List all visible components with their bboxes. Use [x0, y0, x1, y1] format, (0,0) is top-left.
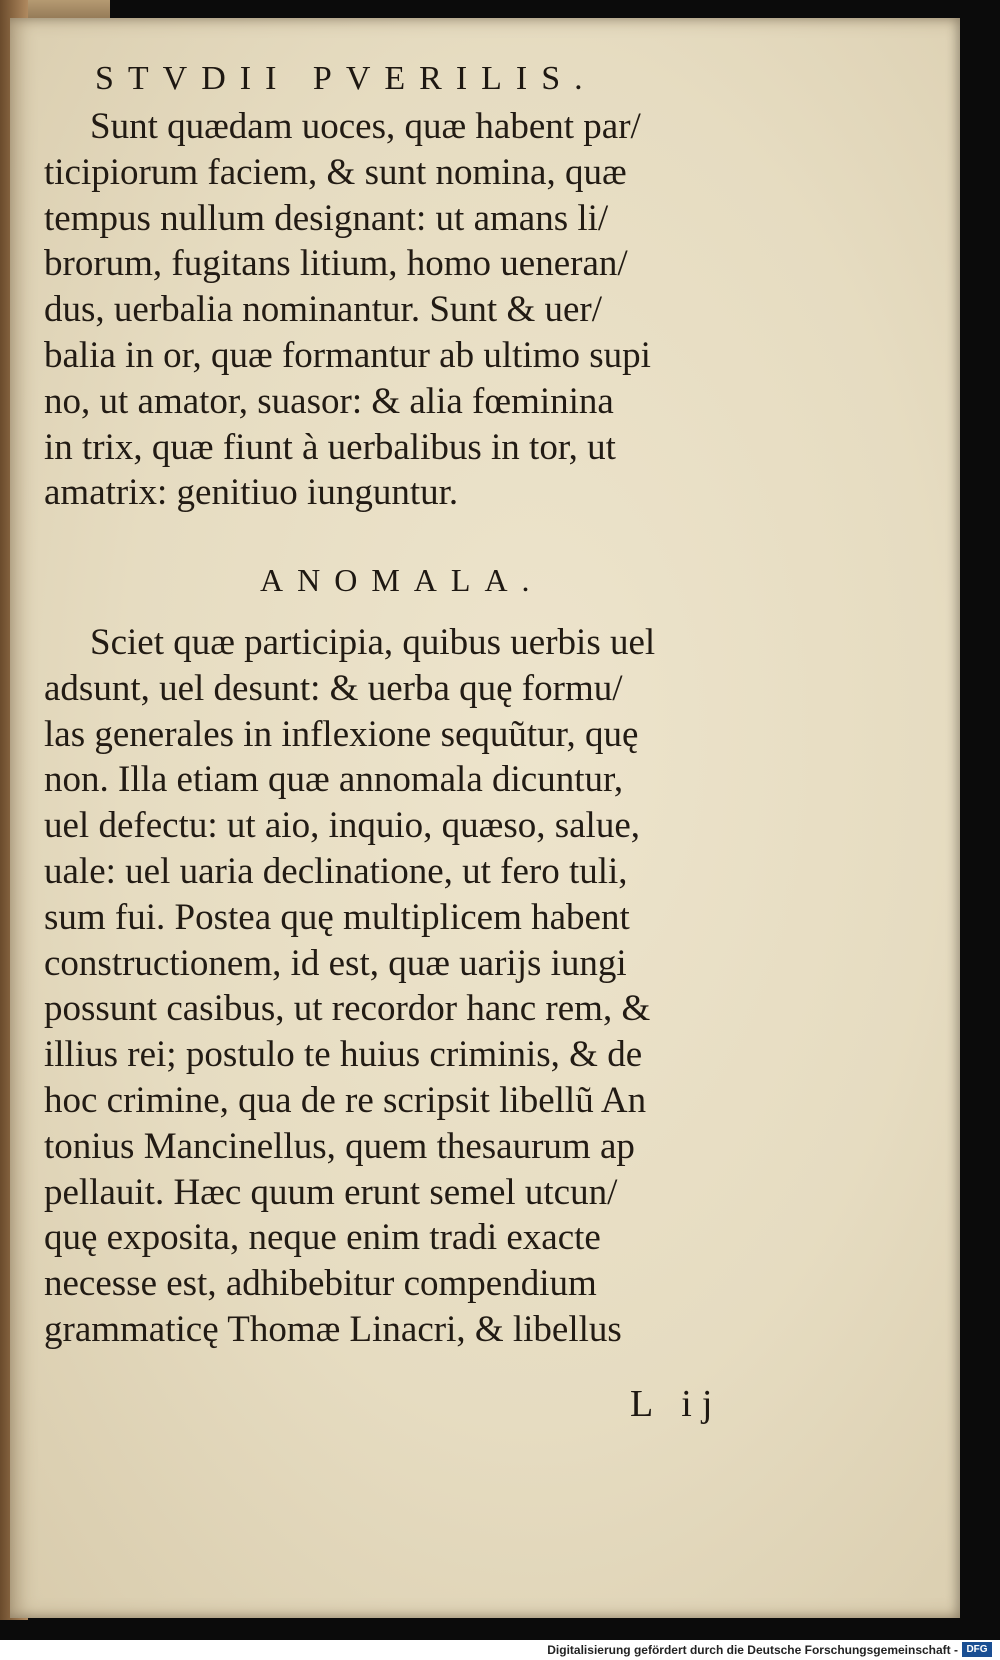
text-line: Sunt quædam uoces, quæ habent par/: [90, 106, 641, 147]
text-line: sum fui. Postea quę multiplicem habent: [44, 896, 630, 938]
text-line: adsunt, uel desunt: & uerba quę formu/: [44, 667, 623, 709]
text-line: Sciet quæ participia, quibus uerbis uel: [90, 622, 656, 663]
text-line: uale: uel uaria declinatione, ut fero tuli,: [44, 850, 628, 892]
text-line: necesse est, adhibebitur compendium: [44, 1263, 597, 1305]
running-head: STVDII PVERILIS.: [95, 60, 597, 97]
paragraph-2: [44, 620, 780, 1353]
footer-credit: Digitalisierung gefördert durch die Deutsche Forschungsgemeinschaft -: [547, 1643, 958, 1657]
text-line: in trix, quæ fiunt à uerbalibus in tor, ut: [44, 426, 616, 468]
text-line: balia in or, quæ formantur ab ultimo supi: [44, 334, 651, 376]
section-heading: ANOMALA.: [260, 562, 544, 598]
text-line: pellauit. Hæc quum erunt semel utcun/: [44, 1171, 618, 1213]
text-line: non. Illa etiam quæ annomala dicuntur,: [44, 759, 624, 801]
text-line: amatrix: genitiuo iunguntur.: [44, 472, 459, 514]
text-line: constructionem, id est, quæ uarijs iungi: [44, 942, 627, 984]
text-line: hoc crimine, qua de re scripsit libellũ An: [44, 1079, 647, 1121]
text-line: grammaticę Thomæ Linacri, & libellus: [44, 1308, 622, 1350]
signature-mark: L ij: [630, 1383, 723, 1425]
text-line: illius rei; postulo te huius criminis, & de: [44, 1034, 643, 1076]
text-line: uel defectu: ut aio, inquio, quæso, salue,: [44, 805, 640, 847]
text-line: no, ut amator, suasor: & alia fœminina: [44, 380, 614, 422]
text-line: quę exposita, neque enim tradi exacte: [44, 1217, 601, 1259]
paragraph-1: [44, 104, 780, 516]
text-line: dus, uerbalia nominantur. Sunt & uer/: [44, 289, 602, 331]
text-line: brorum, fugitans litium, homo ueneran/: [44, 243, 628, 285]
dfg-logo-icon: DFG: [962, 1642, 992, 1657]
text-line: ticipiorum faciem, & sunt nomina, quæ: [44, 151, 627, 193]
text-line: las generales in inflexione sequũtur, quę: [44, 713, 639, 755]
text-line: tonius Mancinellus, quem thesaurum ap: [44, 1125, 635, 1167]
text-line: tempus nullum designant: ut amans li/: [44, 197, 609, 239]
text-line: possunt casibus, ut recordor hanc rem, &: [44, 988, 651, 1030]
